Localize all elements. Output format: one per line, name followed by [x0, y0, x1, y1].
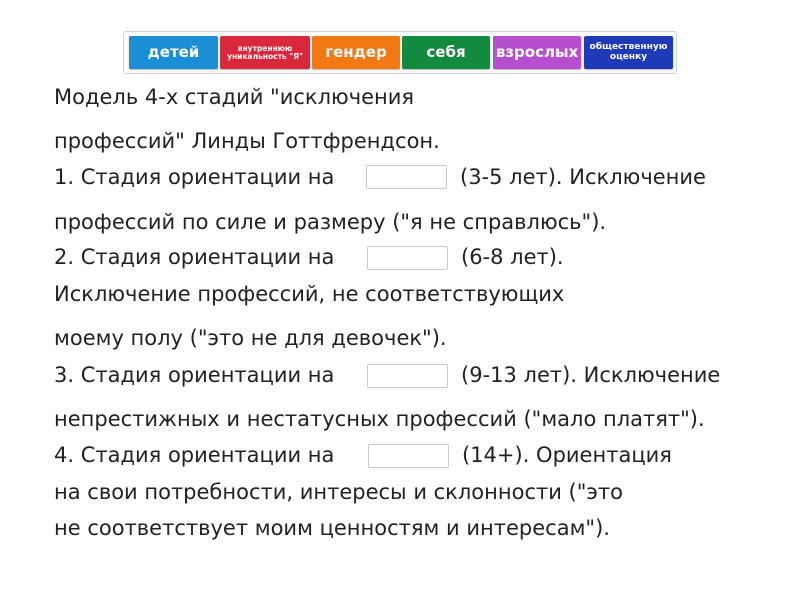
text-line-9: непрестижных и нестатусных профессий ("мало платят").: [54, 407, 705, 431]
blank-drop-zone-1[interactable]: [366, 165, 447, 189]
stage-1-label: 1. Стадия ориентации на: [54, 165, 335, 189]
tile-self[interactable]: себя: [402, 36, 490, 69]
blank-drop-zone-3[interactable]: [367, 364, 448, 388]
text-line-7: моему полу ("это не для девочек").: [54, 326, 447, 350]
stage-3-label: 3. Стадия ориентации на: [54, 363, 335, 387]
text-line-11: на свои потребности, интересы и склонности ("это: [54, 480, 624, 504]
stage-1-age: (3-5 лет). Исключение: [460, 165, 706, 189]
tile-inner-uniqueness[interactable]: внутреннюю уникальность "Я": [220, 36, 310, 69]
blank-drop-zone-4[interactable]: [368, 444, 449, 468]
stage-4-label: 4. Стадия ориентации на: [54, 443, 335, 467]
stage-3-age: (9-13 лет). Исключение: [461, 363, 721, 387]
tile-adults[interactable]: взрослых: [493, 36, 581, 69]
stage-2-label: 2. Стадия ориентации на: [54, 245, 335, 269]
tile-gender[interactable]: гендер: [312, 36, 400, 69]
text-line-4: профессий по силе и размеру ("я не справлюсь").: [54, 210, 607, 234]
tile-social-evaluation[interactable]: общественную оценку: [584, 36, 673, 69]
stage-4-age: (14+). Ориентация: [462, 443, 672, 467]
word-tile-bank: [123, 31, 677, 74]
tile-children[interactable]: детей: [129, 36, 218, 69]
blank-drop-zone-2[interactable]: [367, 246, 448, 270]
text-line-12: не соответствует моим ценностям и интересам").: [54, 516, 610, 540]
text-line-1: Модель 4-х стадий "исключения: [54, 85, 415, 109]
text-line-6: Исключение профессий, не соответствующих: [54, 282, 565, 306]
text-line-2: профессий" Линды Готтфрендсон.: [54, 129, 440, 153]
stage-2-age: (6-8 лет).: [461, 245, 564, 269]
